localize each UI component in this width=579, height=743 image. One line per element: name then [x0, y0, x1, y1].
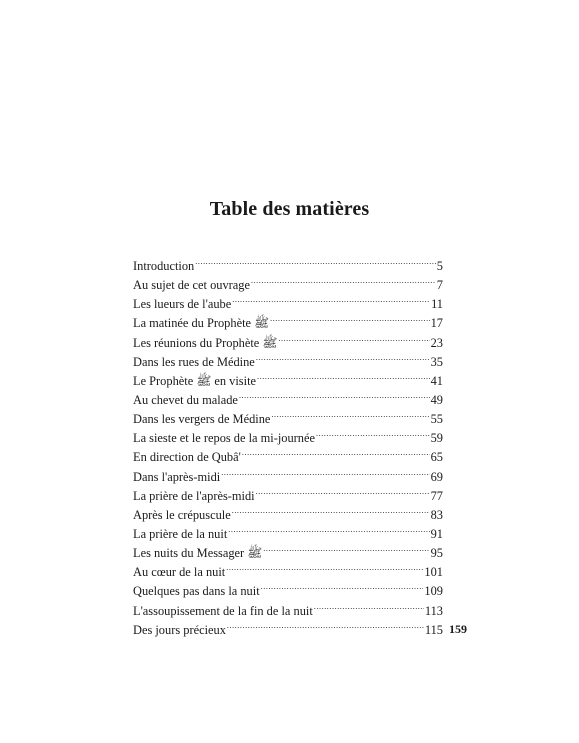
toc-entry-page: 77 [430, 488, 443, 503]
dot-leader [271, 404, 429, 423]
toc-entry-title: Au cœur de la nuit [133, 565, 226, 580]
toc-entry-title: Dans les rues de Médine [133, 354, 255, 369]
dot-leader [221, 462, 429, 481]
toc-entry-title: En direction de Qubâ' [133, 450, 241, 465]
toc-entry-title: L'assoupissement de la fin de la nuit [133, 603, 313, 618]
toc-entry [133, 251, 443, 273]
toc-entry-page: 59 [430, 431, 443, 446]
toc-entry-title: La prière de la nuit [133, 526, 228, 541]
toc-entry-title: Introduction [133, 259, 195, 273]
toc-entry-page: 11 [431, 297, 443, 312]
dot-leader [232, 500, 430, 519]
toc-entry-page: 41 [430, 373, 443, 388]
toc-entry-title: Au sujet de cet ouvrage [133, 278, 250, 293]
toc-entry-title: Les lueurs de l'aube [133, 297, 232, 312]
page-title: Table des matières [209, 198, 370, 220]
toc-entry-page: 91 [430, 526, 443, 541]
dot-leader [242, 442, 430, 461]
toc-entry-title: Quelques pas dans la nuit [133, 584, 260, 599]
toc-entry-page: 113 [424, 603, 443, 618]
toc-entry-page: 95 [430, 546, 443, 561]
toc-entry-page: 7 [436, 278, 443, 293]
dot-leader [314, 596, 424, 615]
toc-entry-page: 115 [424, 622, 443, 637]
dot-leader [270, 308, 430, 327]
dot-leader [256, 347, 430, 366]
toc-entry-page: 83 [430, 507, 443, 522]
toc-entry-title: Dans l'après-midi [133, 469, 221, 484]
toc-entry-title: La prière de l'après-midi [133, 488, 255, 503]
toc-entry-page: 55 [430, 412, 443, 427]
dot-leader [263, 538, 429, 557]
dot-leader [226, 557, 423, 576]
toc-entry-title: Après le crépuscule [133, 507, 231, 522]
toc-entry-page: 65 [430, 450, 443, 465]
dot-leader [227, 615, 424, 634]
toc-entry-page: 69 [430, 469, 443, 484]
dot-leader [261, 576, 424, 595]
page-number: 159 [449, 622, 467, 636]
toc-entry-page: 109 [424, 584, 443, 599]
toc-entry-page: 5 [436, 259, 443, 273]
dot-leader [239, 385, 430, 404]
toc-entry-page: 49 [430, 392, 443, 407]
toc-entry-title: Le Prophète ﷺ en visite [133, 373, 257, 388]
dot-leader [256, 481, 430, 500]
toc-entry-page: 35 [430, 354, 443, 369]
toc-entry-title: La matinée du Prophète ﷺ [133, 316, 270, 331]
dot-leader [232, 289, 430, 308]
toc-entry-page: 101 [424, 565, 443, 580]
toc-entry-page: 17 [430, 316, 443, 331]
toc-entry-title: Dans les vergers de Médine [133, 412, 271, 427]
toc-entry-title: Les nuits du Messager ﷺ [133, 546, 263, 561]
dot-leader [316, 423, 430, 442]
dot-leader [257, 366, 430, 385]
toc-entry-title: Des jours précieux [133, 622, 226, 637]
table-of-contents [133, 251, 443, 637]
toc-entry-title: La sieste et le repos de la mi-journée [133, 431, 315, 446]
dot-leader [278, 328, 429, 347]
dot-leader [195, 251, 436, 270]
toc-entry-page: 23 [430, 335, 443, 350]
dot-leader [251, 270, 436, 289]
toc-entry-title: Les réunions du Prophète ﷺ [133, 335, 278, 350]
toc-entry-title: Au chevet du malade [133, 392, 238, 407]
dot-leader [228, 519, 429, 538]
